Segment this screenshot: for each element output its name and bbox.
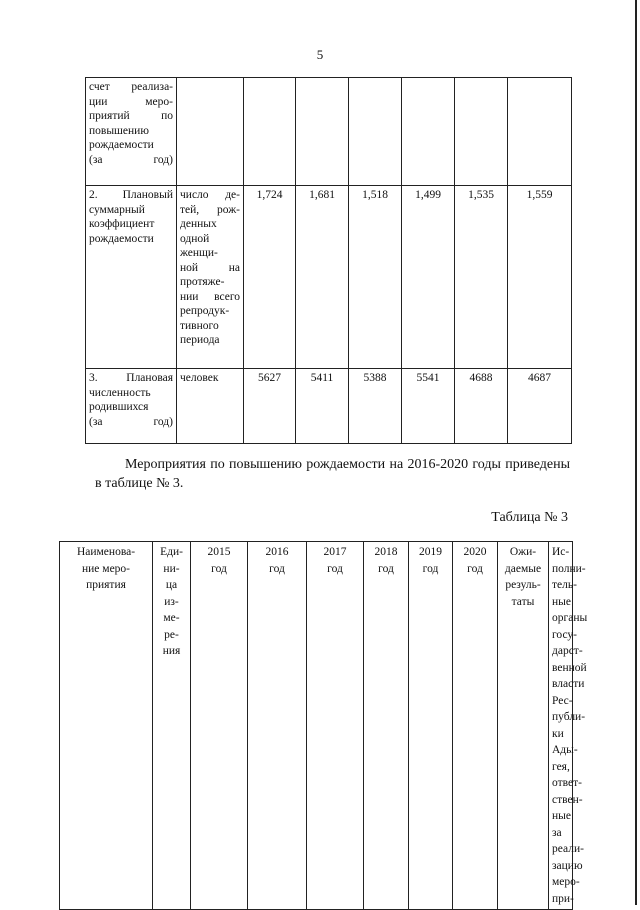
- header-line: 2020: [463, 546, 487, 558]
- header-line: из-: [164, 595, 179, 608]
- table-row: [86, 78, 572, 186]
- value-cell: [508, 78, 572, 186]
- header-line: приятия: [86, 579, 126, 591]
- table-caption: Таблица № 3: [491, 510, 568, 525]
- header-line: ные: [552, 595, 571, 608]
- header-line: ре-: [164, 628, 179, 641]
- value-cell: 1,518: [349, 186, 402, 369]
- header-line: Ис-: [552, 546, 570, 558]
- unit-line: периода: [180, 334, 220, 346]
- value-cell: [244, 78, 296, 186]
- header-line: госу-: [552, 628, 577, 641]
- header-line: ния: [162, 645, 181, 657]
- unit-line: протяже-: [180, 276, 225, 288]
- header-line: ме-: [163, 612, 180, 624]
- header-line: ние меро-: [82, 562, 130, 575]
- indicator-name-line: рождаемости: [89, 139, 154, 151]
- header-line: даемые: [504, 562, 542, 575]
- header-line: год: [327, 562, 343, 575]
- header-line: резуль-: [505, 579, 541, 591]
- page-number: 5: [316, 47, 324, 62]
- unit-line: одной: [180, 232, 210, 245]
- value-cell: [455, 78, 508, 186]
- header-cell: [248, 542, 307, 910]
- value-cell: 5627: [244, 369, 296, 444]
- unit-line: денных: [180, 218, 217, 230]
- unit-cell: [177, 186, 244, 369]
- table-row: [86, 186, 572, 369]
- unit-cell: [177, 78, 244, 186]
- header-cell: [549, 542, 588, 910]
- indicator-name-line: численность: [89, 386, 151, 399]
- value-cell: [349, 78, 402, 186]
- unit-line: ной на: [180, 261, 240, 274]
- header-line: 2019: [419, 546, 442, 558]
- indicator-name-line: приятий по: [89, 110, 173, 122]
- value-cell: 1,499: [402, 186, 455, 369]
- header-line: реали-: [552, 843, 584, 855]
- value-cell: 1,681: [296, 186, 349, 369]
- birth-rate-indicators-table: [85, 77, 572, 444]
- header-line: ствен-: [552, 793, 583, 806]
- unit-line: человек: [180, 372, 219, 384]
- header-cell: [409, 542, 453, 910]
- header-line: ца: [165, 579, 178, 591]
- value-cell: 1,559: [508, 186, 572, 369]
- indicator-name-line: суммарный: [89, 203, 145, 216]
- header-cell: [364, 542, 409, 910]
- indicator-name-cell: [86, 186, 177, 369]
- table-row: [86, 369, 572, 444]
- value-cell: 4688: [455, 369, 508, 444]
- header-line: 2016: [265, 546, 289, 558]
- header-cell: [498, 542, 549, 910]
- indicator-name-line: (за год): [89, 415, 173, 428]
- indicator-name-line: ции меро-: [89, 95, 173, 108]
- unit-line: репродук-: [180, 305, 230, 317]
- value-cell: 1,724: [244, 186, 296, 369]
- measures-paragraph: Мероприятия по повышению рождаемости на 2016-2020 годы приведены в таблице № 3.: [95, 457, 570, 491]
- header-cell: [153, 542, 191, 910]
- header-line: гея,: [552, 760, 570, 773]
- header-line: тель-: [552, 579, 577, 591]
- header-line: меро-: [552, 876, 580, 888]
- value-cell: 5411: [296, 369, 349, 444]
- value-cell: [402, 78, 455, 186]
- value-cell: 5388: [349, 369, 402, 444]
- header-line: год: [378, 562, 394, 575]
- header-line: полни-: [552, 562, 586, 575]
- header-cell: [191, 542, 248, 910]
- header-line: 2015: [207, 546, 231, 558]
- measures-table-header: [59, 541, 588, 910]
- header-line: Еди-: [160, 546, 183, 558]
- header-line: год: [467, 562, 483, 575]
- header-line: год: [211, 562, 227, 575]
- indicator-name-line: родившихся: [89, 401, 149, 413]
- value-cell: 1,535: [455, 186, 508, 369]
- unit-line: тивного: [180, 319, 219, 332]
- header-line: ки: [552, 727, 564, 740]
- header-line: ные за: [552, 810, 571, 839]
- header-line: Ожи-: [509, 546, 537, 558]
- indicator-name-line: счет реализа-: [89, 81, 173, 93]
- header-line: зацию: [552, 859, 583, 872]
- indicator-name-cell: [86, 369, 177, 444]
- value-cell: 5541: [402, 369, 455, 444]
- header-line: органы: [552, 612, 588, 624]
- header-line: таты: [511, 595, 535, 608]
- header-line: ответ-: [552, 777, 582, 789]
- header-line: Ады-: [552, 744, 578, 756]
- header-line: венной: [552, 661, 587, 674]
- value-cell: 4687: [508, 369, 572, 444]
- header-line: дарст-: [552, 645, 583, 657]
- header-line: 2018: [374, 546, 398, 558]
- header-line: ни-: [163, 562, 180, 575]
- header-line: Наименова-: [76, 546, 136, 558]
- unit-line: тей, рож-: [180, 203, 240, 216]
- indicator-name-line: коэффициент: [89, 218, 155, 230]
- indicator-name-cell: [86, 78, 177, 186]
- header-cell: [307, 542, 364, 910]
- indicator-name-line: 3. Плановая: [89, 372, 173, 384]
- indicator-name-line: рождаемости: [89, 232, 154, 245]
- unit-line: женщи-: [180, 247, 218, 259]
- header-line: год: [422, 562, 439, 575]
- header-line: Рес-: [552, 694, 573, 707]
- header-line: при-: [552, 892, 574, 905]
- page-edge-line: [635, 0, 637, 905]
- header-line: 2017: [323, 546, 347, 558]
- value-cell: [296, 78, 349, 186]
- header-line: год: [269, 562, 285, 575]
- header-line: публи-: [552, 711, 586, 723]
- header-line: власти: [552, 678, 585, 690]
- unit-line: число де-: [180, 189, 240, 201]
- header-cell: [453, 542, 498, 910]
- indicator-name-line: (за год): [89, 153, 173, 166]
- indicator-name-line: повышению: [89, 124, 149, 137]
- indicator-name-line: 2. Плановый: [89, 189, 173, 201]
- header-cell: [60, 542, 153, 910]
- unit-line: нии всего: [180, 290, 240, 303]
- unit-cell: [177, 369, 244, 444]
